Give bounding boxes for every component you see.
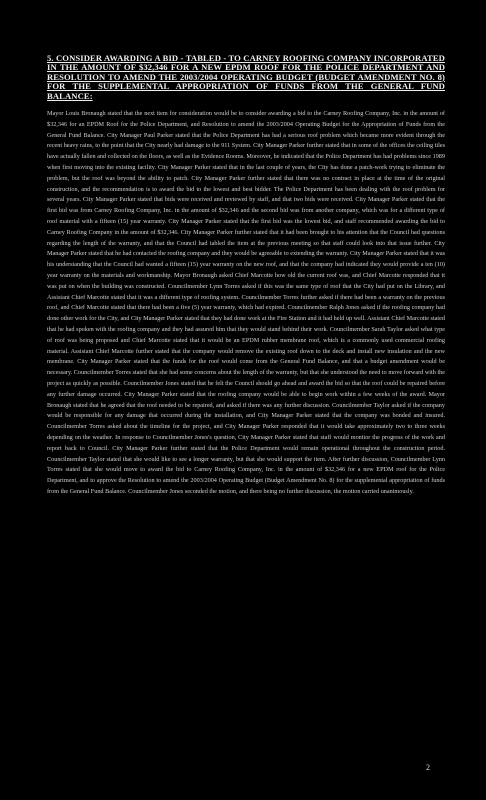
minutes-body-paragraph: Mayor Louis Bronaugh stated that the next item for consideration would be to consider awarding a bid to the Carney Roofing Company, Inc. in the amount of $32,346 for an EPDM Roof for the Police Department, and Resolution to amend the 2003/2004 Operating Budget for the Appropriation of Funds from the General Fund Balance. City Manager Paul Parker stated that the Police Department has had a serious roof problem which became more evident through the recent heavy rains, to the point that the City nearly had damage to the 911 System. City Manager Parker further stated that in some of the offices the ceiling tiles have actually fallen and collected on the floors, as well as the Evidence Rooms. Moreover, he indicated that the Police Department has had problems since 1989 when first moving into the existing facility. City Manager Parker stated that in the last couple of years, the City has done a patch-work trying to eliminate the problem, but the roof was beyond the ability to patch. City Manager Parker further stated that there was no contract in place at the time of the original construction, and the recommendation is to award the bid to the lowest and best bidder. The Police Department has been dealing with the roof problem for several years. City Manager Parker stated that bids were received and reviewed by staff, and that two bids were received. City Manager Parker stated that the first bid was from Carney Roofing Company, Inc. in the amount of $32,346 and the second bid was from another company, which was for a different type of roof material with a fifteen (15) year warranty. City Manager Parker stated that the first bid was the lowest bid, and staff recommended awarding the bid to Carney Roofing Company in the amount of $32,346. City Manager Parker further stated that it had been brought to his attention that the Council had questions regarding the length of the warranty, and that the Council had tabled the item at the previous meeting so that staff could look into that issue further. City Manager Parker stated that he had contacted the roofing company and they would be agreeable to extending the warranty. City Manager Parker stated that it was his understanding that the Council had wanted a fifteen (15) year warranty on the new roof, and that the company had indicated they would provide a ten (10) year warranty on the materials and workmanship. Mayor Bronaugh asked Chief Marcotte how old the current roof was, and Chief Marcotte responded that it was put on when the building was constructed. Councilmember Lynn Torres asked if this was the same type of roof that the City had put on the Library, and Assistant Chief Marcotte stated that it was a different type of roofing system. Councilmember Torres further asked if there had been a warranty on the previous roof, and Chief Marcotte stated that there had been a five (5) year warranty, which had expired. Councilmember Ralph Jones asked if the roofing company had done other work for the City, and City Manager Parker stated that they had done work at the Fire Station and it had held up well. Assistant Chief Marcotte stated that he had spoken with the roofing company and they had assured him that they would stand behind their work. Councilmember Sarah Taylor asked what type of roof was being proposed and Chief Marcotte stated that it would be an EPDM rubber membrane roof, which is a commonly used commercial roofing material. Assistant Chief Marcotte further stated that the company would remove the existing roof down to the deck and install new insulation and the new membrane. City Manager Parker stated that the funds for the roof would come from the General Fund Balance, and that a budget amendment would be necessary. Councilmember Torres stated that she had some concerns about the length of the warranty, but that she understood the need to move forward with the project as quickly as possible. Councilmember Jones stated that he felt the Council should go ahead and award the bid so that the roof could be repaired before any further damage occurred. City Manager Parker stated that the roofing company would be able to begin work within a few weeks of the award. Mayor Bronaugh stated that he agreed that the roof needed to be repaired, and asked if there was any further discussion. Councilmember Taylor asked if the company would be responsible for any damage that occurred during the installation, and City Manager Parker stated that the company was bonded and insured. Councilmember Torres asked about the timeline for the project, and City Manager Parker responded that it would take approximately two to three weeks depending on the weather. In response to Councilmember Jones's question, City Manager Parker stated that staff would monitor the progress of the work and report back to Council. City Manager Parker further stated that the Police Department would remain operational throughout the construction period. Councilmember Taylor stated that she would like to see a longer warranty, but that she would support the item. After further discussion, Councilmember Lynn Torres stated that she would move to award the bid to Carney Roofing Company, Inc. in the amount of $32,346 for a new EPDM roof for the Police Department, and to approve the Resolution to amend the 2003/2004 Operating Budget (Budget Amendment No. 8) for the supplemental appropriation of funds from the General Fund Balance. Councilmember Jones seconded the motion, and there being no further discussion, the motion carried unanimously. <box>47 110 445 495</box>
page-number: 2 <box>426 763 430 772</box>
agenda-item-heading: 5. CONSIDER AWARDING A BID - TABLED - TO CARNEY ROOFING COMPANY INCORPORATED IN THE AMOUNT OF $32,346 FOR A NEW EPDM ROOF FOR THE POLICE DEPARTMENT AND RESOLUTION TO AMEND THE 2003/2004 OPERATING BUDGET (BUDGET AMENDMENT NO. 8) FOR THE SUPPLEMENTAL APPROPRIATION OF FUNDS FROM THE GENERAL FUND BALANCE: <box>47 53 445 101</box>
